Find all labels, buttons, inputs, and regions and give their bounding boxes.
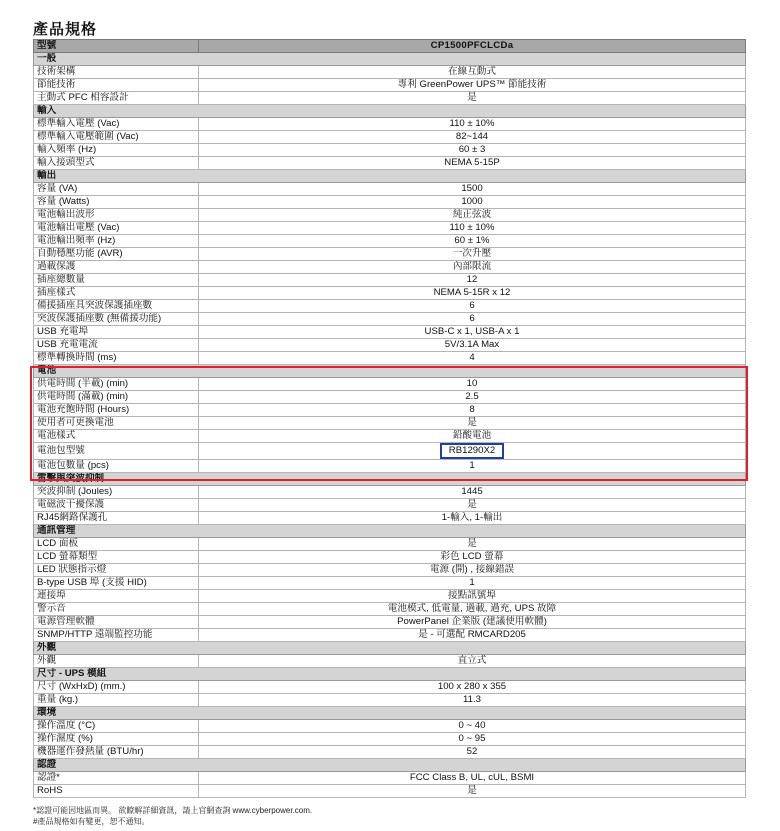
spec-value: 接點訊號埠 — [448, 590, 496, 601]
section-title: 環境 — [34, 707, 746, 720]
spec-label: 自動穩壓功能 (AVR) — [34, 248, 199, 261]
table-row — [34, 655, 746, 668]
table-row — [34, 590, 746, 603]
spec-value: 8 — [469, 404, 475, 415]
table-row — [34, 616, 746, 629]
table-row — [34, 785, 746, 798]
table-row — [34, 551, 746, 564]
spec-value: 4 — [469, 352, 475, 363]
spec-value: 0 ~ 95 — [458, 733, 486, 744]
spec-label: 節能技術 — [34, 79, 199, 92]
section-title: 尺寸 - UPS 模組 — [34, 668, 746, 681]
spec-value-cell — [199, 326, 746, 339]
section-header-row — [34, 707, 746, 720]
table-row — [34, 326, 746, 339]
spec-label: 電池輸出電壓 (Vac) — [34, 222, 199, 235]
spec-value: 2.5 — [465, 391, 479, 402]
spec-value-cell — [199, 118, 746, 131]
table-row — [34, 248, 746, 261]
spec-value-cell — [199, 772, 746, 785]
spec-value-cell — [199, 443, 746, 460]
section-title: 認證 — [34, 759, 746, 772]
section-header-row — [34, 170, 746, 183]
spec-value: 是 - 可選配 RMCARD205 — [418, 629, 526, 640]
spec-label: 尺寸 (WxHxD) (mm.) — [34, 681, 199, 694]
spec-value-cell — [199, 157, 746, 170]
spec-label: 輸入接頭型式 — [34, 157, 199, 170]
table-row — [34, 144, 746, 157]
spec-label: 操作濕度 (%) — [34, 733, 199, 746]
spec-value-cell — [199, 378, 746, 391]
spec-value-cell — [199, 460, 746, 473]
footnote: #產品規格如有變更，恕不通知。 — [33, 817, 150, 826]
spec-value-cell — [199, 577, 746, 590]
spec-value: NEMA 5-15R x 12 — [433, 287, 511, 298]
table-row — [34, 183, 746, 196]
spec-label: 電池包數量 (pcs) — [34, 460, 199, 473]
spec-value-cell — [199, 733, 746, 746]
spec-value: 10 — [466, 378, 478, 389]
spec-value: 1500 — [461, 183, 483, 194]
spec-value: 鉛酸電池 — [452, 430, 492, 441]
spec-label: 標準轉換時間 (ms) — [34, 352, 199, 365]
page-title: 產品規格 — [33, 21, 98, 38]
spec-value-cell — [199, 616, 746, 629]
spec-value-cell — [199, 144, 746, 157]
table-row — [34, 733, 746, 746]
spec-value: 內部限流 — [452, 261, 492, 272]
spec-value-cell — [199, 209, 746, 222]
section-header-row — [34, 759, 746, 772]
spec-value: 一次升壓 — [452, 248, 492, 259]
table-row — [34, 66, 746, 79]
spec-label: 輸入頻率 (Hz) — [34, 144, 199, 157]
spec-label: LCD 面板 — [34, 538, 199, 551]
model-name: CP1500PFCLCDa — [199, 40, 746, 53]
section-title: 電池 — [34, 365, 746, 378]
table-row — [34, 564, 746, 577]
table-row — [34, 443, 746, 460]
section-title: 一般 — [34, 53, 746, 66]
spec-value-cell — [199, 417, 746, 430]
spec-label: 過載保護 — [34, 261, 199, 274]
table-row — [34, 577, 746, 590]
spec-value: 在線互動式 — [448, 66, 496, 77]
spec-label: 突波保護插座數 (無備援功能) — [34, 313, 199, 326]
table-row — [34, 391, 746, 404]
spec-label: 標準輸入電壓範圍 (Vac) — [34, 131, 199, 144]
spec-value: 電池模式, 低電量, 過載, 過充, UPS 故障 — [387, 603, 557, 614]
table-row — [34, 235, 746, 248]
spec-label: 供電時間 (滿載) (min) — [34, 391, 199, 404]
footnote: *認證可能因地區而異。 欲瞭解詳細資訊，請上官網查詢 www.cyberpower.com. — [33, 806, 313, 815]
spec-label: 主動式 PFC 相容設計 — [34, 92, 199, 105]
spec-label: 技術架構 — [34, 66, 199, 79]
spec-label: 操作溫度 (°C) — [34, 720, 199, 733]
spec-value-cell — [199, 785, 746, 798]
section-title: 輸出 — [34, 170, 746, 183]
table-row — [34, 486, 746, 499]
section-header-row — [34, 105, 746, 118]
spec-label: 電磁波干擾保護 — [34, 499, 199, 512]
spec-value-cell — [199, 404, 746, 417]
table-row — [34, 287, 746, 300]
spec-value: 是 — [467, 785, 477, 796]
spec-value: 1445 — [461, 486, 483, 497]
spec-label: 外觀 — [34, 655, 199, 668]
spec-label: 電池充飽時間 (Hours) — [34, 404, 199, 417]
spec-value: 1-輸入, 1-輸出 — [441, 512, 503, 523]
table-row — [34, 603, 746, 616]
spec-label: LCD 螢幕類型 — [34, 551, 199, 564]
spec-value-cell — [199, 629, 746, 642]
spec-value: 純正弦波 — [452, 209, 492, 220]
header-label: 型號 — [34, 40, 199, 53]
spec-label: 容量 (VA) — [34, 183, 199, 196]
spec-value: 是 — [467, 499, 477, 510]
table-row — [34, 79, 746, 92]
spec-value-cell — [199, 681, 746, 694]
table-row — [34, 378, 746, 391]
table-row — [34, 460, 746, 473]
spec-value: 彩色 LCD 螢幕 — [440, 551, 504, 562]
spec-value-cell — [199, 694, 746, 707]
spec-label: 電池樣式 — [34, 430, 199, 443]
table-row — [34, 352, 746, 365]
spec-value: 5V/3.1A Max — [444, 339, 500, 350]
spec-label: 突波抑制 (Joules) — [34, 486, 199, 499]
spec-value: 6 — [469, 300, 475, 311]
spec-value-cell — [199, 313, 746, 326]
spec-label: 機器運作發熱量 (BTU/hr) — [34, 746, 199, 759]
spec-value: FCC Class B, UL, cUL, BSMI — [409, 772, 535, 783]
table-row — [34, 746, 746, 759]
spec-label: 電池輸出頻率 (Hz) — [34, 235, 199, 248]
table-row — [34, 118, 746, 131]
spec-value-cell — [199, 430, 746, 443]
spec-label: 容量 (Watts) — [34, 196, 199, 209]
spec-value: NEMA 5-15P — [444, 157, 500, 168]
section-title: 通訊管理 — [34, 525, 746, 538]
table-row — [34, 92, 746, 105]
battery-model-highlight: RB1290X2 — [440, 443, 504, 459]
table-row — [34, 196, 746, 209]
spec-value: 1000 — [461, 196, 483, 207]
spec-value-cell — [199, 391, 746, 404]
spec-table — [33, 39, 746, 798]
spec-value: 52 — [466, 746, 478, 757]
spec-value-cell — [199, 261, 746, 274]
spec-value-cell — [199, 222, 746, 235]
section-title: 雷擊與突波抑制 — [34, 473, 746, 486]
section-header-row — [34, 668, 746, 681]
table-row — [34, 131, 746, 144]
spec-table-body — [34, 40, 746, 798]
table-row — [34, 404, 746, 417]
table-row — [34, 417, 746, 430]
spec-label: 插座總數量 — [34, 274, 199, 287]
section-header-row — [34, 53, 746, 66]
spec-value: 110 ± 10% — [449, 118, 495, 129]
section-header-row — [34, 365, 746, 378]
table-row — [34, 157, 746, 170]
spec-value: 是 — [467, 417, 477, 428]
table-row — [34, 772, 746, 785]
spec-value-cell — [199, 66, 746, 79]
spec-value: 專利 GreenPower UPS™ 節能技術 — [397, 79, 547, 90]
spec-label: 電池包型號 — [34, 443, 199, 460]
spec-label: B-type USB 埠 (支援 HID) — [34, 577, 199, 590]
section-header-row — [34, 642, 746, 655]
spec-label: SNMP/HTTP 遠端監控功能 — [34, 629, 199, 642]
spec-label: 重量 (kg.) — [34, 694, 199, 707]
spec-value: 12 — [466, 274, 478, 285]
spec-value-cell — [199, 196, 746, 209]
table-row — [34, 538, 746, 551]
spec-value-cell — [199, 551, 746, 564]
spec-value: 直立式 — [457, 655, 487, 666]
spec-label: 供電時間 (半載) (min) — [34, 378, 199, 391]
footnotes — [33, 805, 312, 827]
table-row — [34, 313, 746, 326]
spec-label: 插座樣式 — [34, 287, 199, 300]
spec-label: 連接埠 — [34, 590, 199, 603]
spec-value: 110 ± 10% — [449, 222, 495, 233]
spec-value: PowerPanel 企業版 (建議使用軟體) — [397, 616, 547, 627]
section-header-row — [34, 525, 746, 538]
spec-value: 電源 (開) , 接線錯誤 — [429, 564, 515, 575]
section-header-row — [34, 473, 746, 486]
table-row — [34, 274, 746, 287]
table-row — [34, 694, 746, 707]
spec-value: 100 x 280 x 355 — [437, 681, 507, 692]
spec-label: RoHS — [34, 785, 199, 798]
table-header-row — [34, 40, 746, 53]
spec-value-cell — [199, 339, 746, 352]
spec-value: 82~144 — [455, 131, 489, 142]
table-row — [34, 512, 746, 525]
table-row — [34, 209, 746, 222]
table-row — [34, 629, 746, 642]
spec-value: 60 ± 1% — [454, 235, 490, 246]
spec-value-cell — [199, 746, 746, 759]
spec-value-cell — [199, 603, 746, 616]
spec-value-cell — [199, 564, 746, 577]
section-title: 外觀 — [34, 642, 746, 655]
spec-label: 電池輸出波形 — [34, 209, 199, 222]
spec-value-cell — [199, 79, 746, 92]
spec-value-cell — [199, 274, 746, 287]
spec-value-cell — [199, 287, 746, 300]
spec-value-cell — [199, 720, 746, 733]
table-row — [34, 681, 746, 694]
spec-value-cell — [199, 499, 746, 512]
table-row — [34, 339, 746, 352]
spec-value: 0 ~ 40 — [458, 720, 486, 731]
spec-value-cell — [199, 235, 746, 248]
spec-value: 1 — [469, 460, 475, 471]
spec-value-cell — [199, 538, 746, 551]
spec-label: 認證* — [34, 772, 199, 785]
spec-label: 備援插座具突波保護插座數 — [34, 300, 199, 313]
spec-label: RJ45網路保護孔 — [34, 512, 199, 525]
spec-label: 警示音 — [34, 603, 199, 616]
table-row — [34, 430, 746, 443]
spec-value: USB-C x 1, USB-A x 1 — [424, 326, 520, 337]
spec-value: 是 — [467, 92, 477, 103]
spec-value: 是 — [467, 538, 477, 549]
spec-value-cell — [199, 183, 746, 196]
spec-label: LED 狀態指示燈 — [34, 564, 199, 577]
spec-label: 使用者可更換電池 — [34, 417, 199, 430]
spec-value-cell — [199, 655, 746, 668]
spec-value-cell — [199, 590, 746, 603]
spec-value: 11.3 — [463, 694, 481, 705]
spec-value: 60 ± 3 — [458, 144, 486, 155]
spec-value-cell — [199, 512, 746, 525]
spec-value-cell — [199, 300, 746, 313]
spec-value-cell — [199, 131, 746, 144]
spec-value-cell — [199, 248, 746, 261]
section-title: 輸入 — [34, 105, 746, 118]
table-row — [34, 222, 746, 235]
spec-label: USB 充電埠 — [34, 326, 199, 339]
spec-value-cell — [199, 352, 746, 365]
spec-label: 電源管理軟體 — [34, 616, 199, 629]
spec-label: USB 充電電流 — [34, 339, 199, 352]
table-row — [34, 720, 746, 733]
table-row — [34, 261, 746, 274]
spec-value-cell — [199, 92, 746, 105]
spec-value: 6 — [469, 313, 475, 324]
spec-value-cell — [199, 486, 746, 499]
spec-label: 標準輸入電壓 (Vac) — [34, 118, 199, 131]
table-row — [34, 499, 746, 512]
spec-value: 1 — [469, 577, 475, 588]
table-row — [34, 300, 746, 313]
